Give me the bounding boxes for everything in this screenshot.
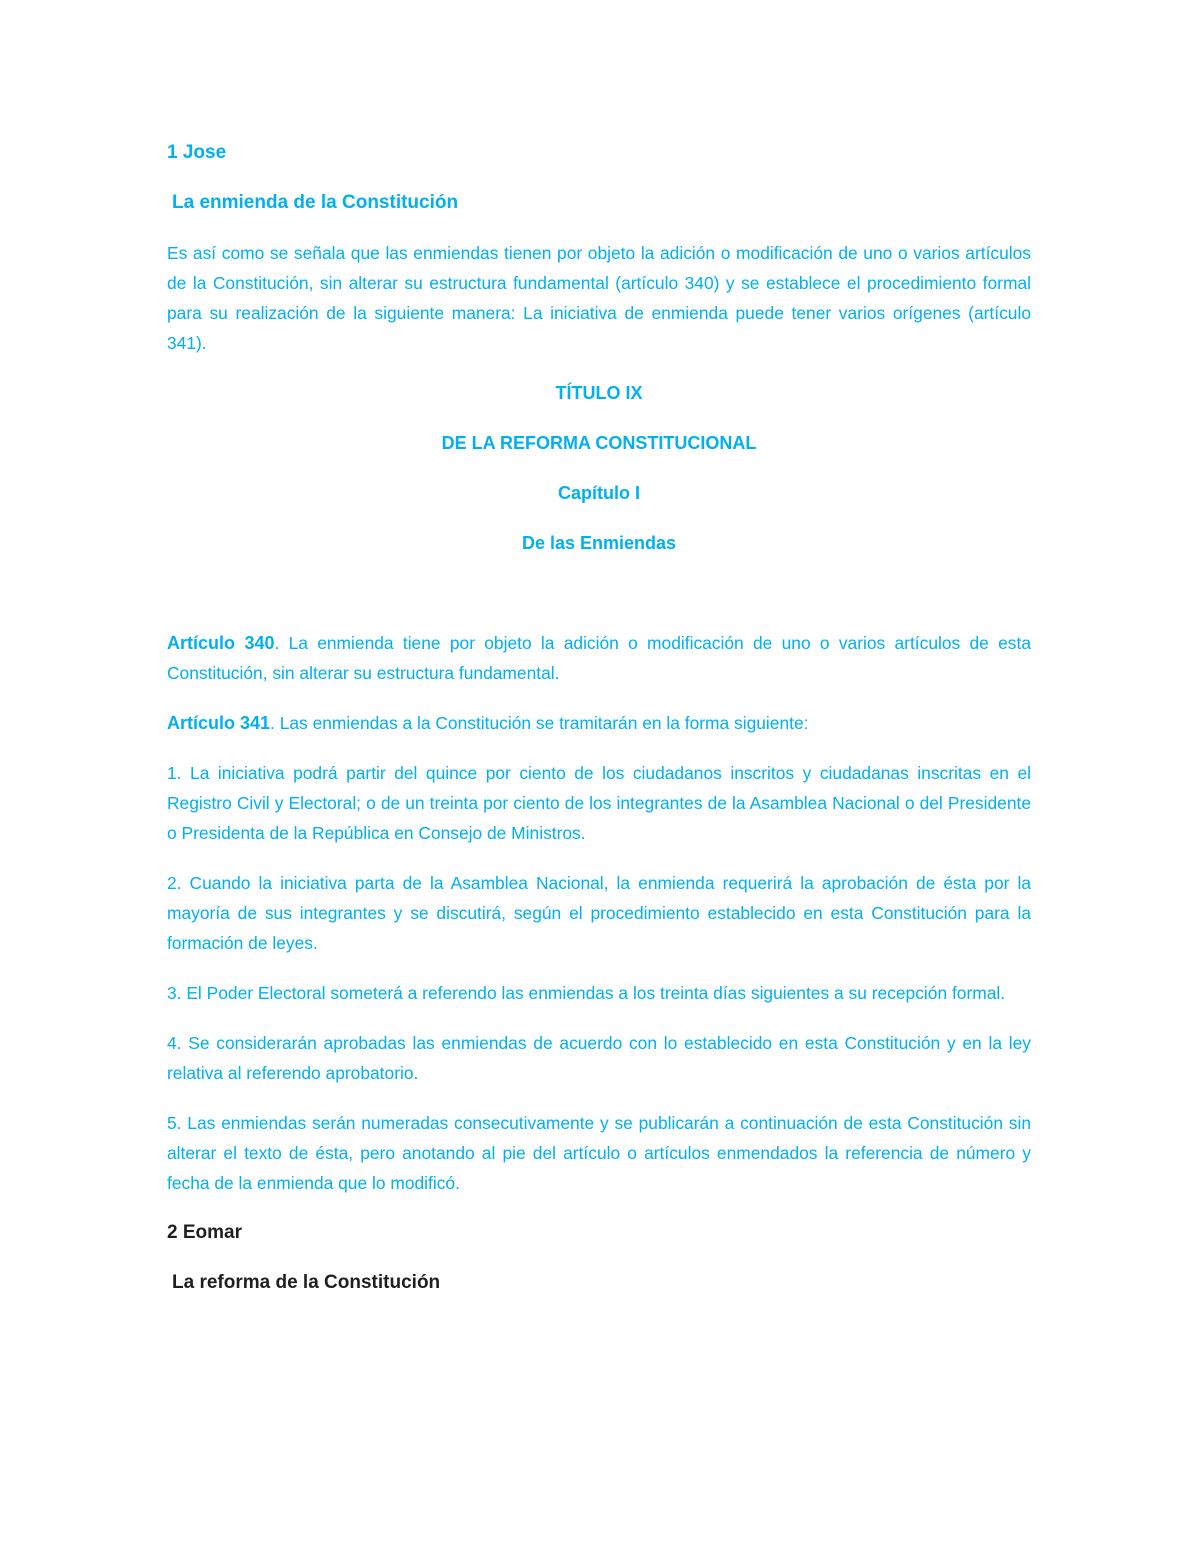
article-340-text: . La enmienda tiene por objeto la adición o modificación de uno o varios artículos de esta Constitución, sin alterar su estructura fundamental.	[167, 633, 1031, 683]
article-340	[167, 628, 1031, 688]
section-2-subheading: La reforma de la Constitución	[172, 1272, 441, 1293]
article-341	[167, 708, 1031, 738]
article-341-text: . Las enmiendas a la Constitución se tramitarán en la forma siguiente:	[270, 713, 809, 733]
section-2-heading: 2 Eomar	[167, 1222, 242, 1243]
article-341-label: Artículo 341	[167, 713, 271, 733]
section-1-subheading: La enmienda de la Constitución	[172, 192, 459, 213]
intro-paragraph: Es así como se señala que las enmiendas tienen por objeto la adición o modificación de uno o varios artículos de la Constitución, sin alterar su estructura fundamental (artículo 340) y se establece el procedimiento formal para su realización de la siguiente manera: La iniciativa de enmienda puede tener varios orígenes (artículo 341).	[167, 243, 1031, 353]
article-340-label: Artículo 340	[167, 633, 275, 653]
article-341-item-3: 3. El Poder Electoral someterá a referendo las enmiendas a los treinta días siguientes a su recepción formal.	[167, 983, 1006, 1003]
title-reform: DE LA REFORMA CONSTITUCIONAL	[441, 433, 757, 453]
article-341-item-4: 4. Se considerarán aprobadas las enmiendas de acuerdo con lo establecido en esta Constitución y en la ley relativa al referendo aprobatorio.	[167, 1033, 1031, 1083]
article-341-item-2: 2. Cuando la iniciativa parta de la Asamblea Nacional, la enmienda requerirá la aprobación de ésta por la mayoría de sus integrantes y se discutirá, según el procedimiento establecido en esta Constitución para la formación de leyes.	[167, 873, 1031, 953]
title-ix: TÍTULO IX	[555, 383, 643, 403]
document-body	[167, 138, 1031, 1298]
chapter-name: De las Enmiendas	[521, 533, 677, 553]
section-1-heading: 1 Jose	[167, 142, 227, 163]
article-341-item-1: 1. La iniciativa podrá partir del quince por ciento de los ciudadanos inscritos y ciudadanas inscritas en el Registro Civil y Electoral; o de un treinta por ciento de los integrantes de la Asamblea Nacional o del Presidente o Presidenta de la República en Consejo de Ministros.	[167, 763, 1031, 843]
article-341-item-5: 5. Las enmiendas serán numeradas consecutivamente y se publicarán a continuación de esta Constitución sin alterar el texto de ésta, pero anotando al pie del artículo o artículos enmendados la referencia de número y fecha de la enmienda que lo modificó.	[167, 1113, 1031, 1193]
chapter-number: Capítulo I	[558, 483, 640, 503]
